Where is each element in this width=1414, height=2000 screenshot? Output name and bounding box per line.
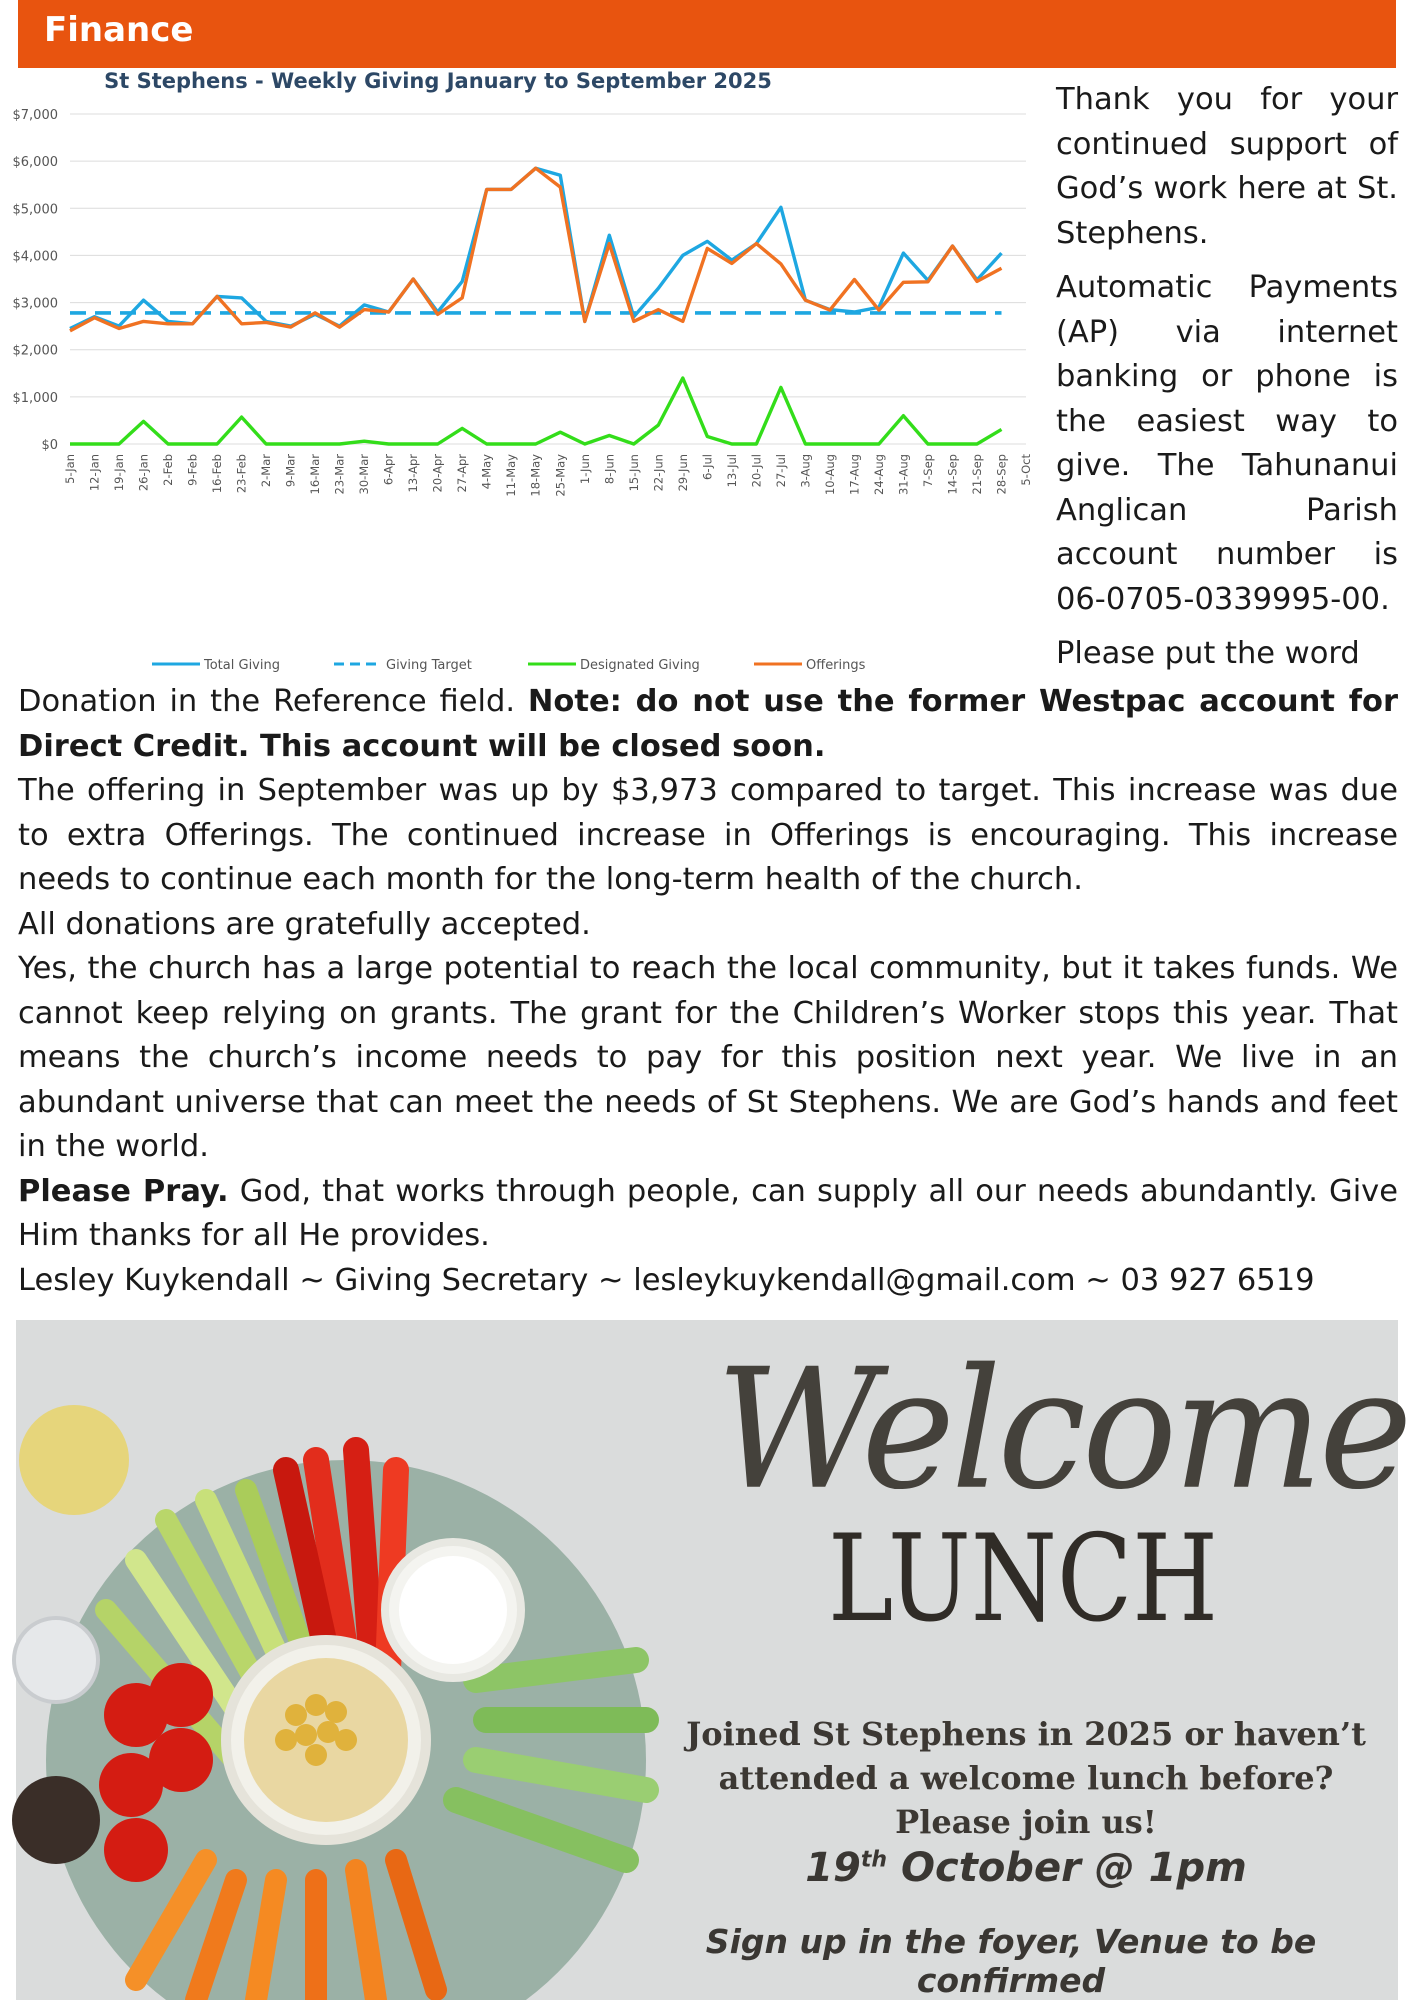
reference-instruction-start: Please put the word — [1056, 636, 1360, 671]
series-line — [70, 378, 1002, 444]
x-tick-label: 6-Jul — [700, 454, 715, 480]
automatic-payments-paragraph: Automatic Payments (AP) via internet banking or phone is the easiest way to give. The Tahunanui Anglican Parish account number is 06-0705-0339995-00. — [1056, 270, 1398, 617]
date-day: 19 — [805, 1845, 861, 1891]
x-tick-label: 17-Aug — [847, 454, 862, 495]
x-tick-label: 23-Feb — [234, 454, 249, 494]
date-suffix: th — [860, 1847, 888, 1873]
legend-label: Designated Giving — [580, 658, 700, 673]
x-tick-label: 1-Jun — [577, 454, 592, 485]
x-tick-label: 29-Jun — [675, 454, 690, 492]
section-header — [18, 0, 1396, 68]
y-tick-label: $7,000 — [12, 108, 58, 123]
body-text — [18, 680, 1398, 1303]
x-tick-label: 23-Mar — [332, 454, 347, 495]
x-tick-label: 28-Sep — [994, 454, 1009, 495]
x-tick-label: 20-Jul — [749, 454, 764, 488]
potential-paragraph: Yes, the church has a large potential to reach the local community, but it takes funds. We cannot keep relying on grants. The grant for the Children’s Worker stops this year. That means the church’s income needs to pay for this position next year. We live in an abundant universe that can meet the needs of St Stephens. We are God’s hands and feet in the world. — [18, 951, 1398, 1164]
x-tick-label: 26-Jan — [136, 454, 151, 492]
food-platter-illustration — [16, 1320, 656, 2000]
y-tick-label: $5,000 — [12, 202, 58, 218]
x-tick-label: 3-Aug — [798, 454, 813, 488]
series-line — [70, 168, 1002, 331]
poster-line-3: Please join us! — [895, 1803, 1157, 1841]
welcome-lunch-poster — [16, 1320, 1409, 2000]
x-tick-label: 9-Mar — [283, 454, 298, 488]
x-tick-label: 18-May — [528, 454, 543, 497]
y-tick-label: $3,000 — [12, 296, 58, 312]
x-tick-label: 16-Feb — [210, 454, 225, 494]
x-tick-label: 21-Sep — [969, 454, 984, 495]
legend-label: Giving Target — [386, 658, 472, 673]
poster-line-1: Joined St Stephens in 2025 or haven’t — [686, 1715, 1366, 1753]
legend-label: Total Giving — [204, 658, 280, 673]
x-tick-label: 5-Jan — [63, 454, 77, 484]
x-tick-label: 6-Apr — [381, 454, 396, 486]
y-tick-label: $2,000 — [12, 343, 58, 359]
side-text — [1056, 78, 1398, 687]
weekly-giving-chart — [12, 68, 1046, 680]
event-date — [656, 1845, 1396, 1891]
giving-secretary-signature: Lesley Kuykendall ~ Giving Secretary ~ lesleykuykendall@gmail.com ~ 03 927 6519 — [18, 1262, 1315, 1298]
x-tick-label: 22-Jun — [651, 454, 666, 492]
lunch-heading: LUNCH — [828, 1510, 1219, 1649]
pray-text: God, that works through people, can supply all our needs abundantly. Give Him thanks for all He provides. — [18, 1173, 1398, 1253]
chart-title: St Stephens - Weekly Giving January to September 2025 — [104, 69, 772, 93]
x-tick-label: 31-Aug — [896, 454, 911, 495]
x-tick-label: 19-Jan — [112, 454, 127, 492]
pray-paragraph — [18, 1170, 1398, 1259]
date-time: October @ 1pm — [887, 1845, 1247, 1891]
legend-label: Offerings — [806, 658, 866, 673]
x-tick-label: 13-Jul — [724, 454, 739, 488]
offering-paragraph: The offering in September was up by $3,973 compared to target. This increase was due to extra Offerings. The continued increase in Offerings is encouraging. This increase needs to continue each month for the long-term health of the church. — [18, 773, 1398, 897]
x-tick-label: 15-Jun — [626, 454, 641, 492]
x-tick-label: 30-Mar — [357, 454, 372, 495]
signup-note: Sign up in the foyer, Venue to be confirmed — [705, 1922, 1317, 2000]
x-tick-label: 25-May — [553, 454, 568, 497]
x-tick-label: 12-Jan — [87, 454, 102, 492]
x-tick-label: 20-Apr — [430, 454, 445, 493]
y-tick-label: $1,000 — [12, 390, 58, 406]
x-tick-label: 27-Jul — [773, 454, 788, 488]
x-tick-label: 7-Sep — [920, 454, 935, 488]
y-tick-label: $4,000 — [12, 249, 58, 265]
please-pray: Please Pray. — [18, 1173, 229, 1209]
x-tick-label: 27-Apr — [455, 454, 470, 493]
westpac-note: Note: do not use the former Westpac account for Direct Credit. This account will be closed soon. — [18, 684, 1398, 764]
x-tick-label: 13-Apr — [406, 454, 421, 493]
reference-field-text: Donation in the Reference field. — [18, 684, 516, 719]
x-tick-label: 16-Mar — [308, 454, 323, 495]
x-tick-label: 4-May — [479, 454, 494, 490]
x-tick-label: 2-Feb — [161, 454, 176, 486]
y-tick-label: $0 — [41, 438, 58, 453]
section-title: Finance — [44, 10, 194, 50]
x-tick-label: 24-Aug — [871, 454, 886, 495]
x-tick-label: 9-Feb — [185, 454, 200, 486]
x-tick-label: 8-Jun — [602, 454, 617, 485]
x-tick-label: 2-Mar — [259, 454, 274, 488]
welcome-heading: Welcome — [716, 1333, 1409, 1527]
poster-line-2: attended a welcome lunch before? — [718, 1759, 1334, 1797]
x-tick-label: 11-May — [504, 454, 519, 497]
reference-note-paragraph — [18, 680, 1398, 769]
donations-paragraph: All donations are gratefully accepted. — [18, 906, 591, 942]
x-tick-label: 5-Oct — [1019, 454, 1033, 486]
y-tick-label: $6,000 — [12, 155, 58, 171]
x-tick-label: 14-Sep — [945, 454, 960, 495]
x-tick-label: 10-Aug — [822, 454, 837, 495]
thank-you-paragraph: Thank you for your continued support of God’s work here at St. Stephens. — [1056, 82, 1398, 251]
